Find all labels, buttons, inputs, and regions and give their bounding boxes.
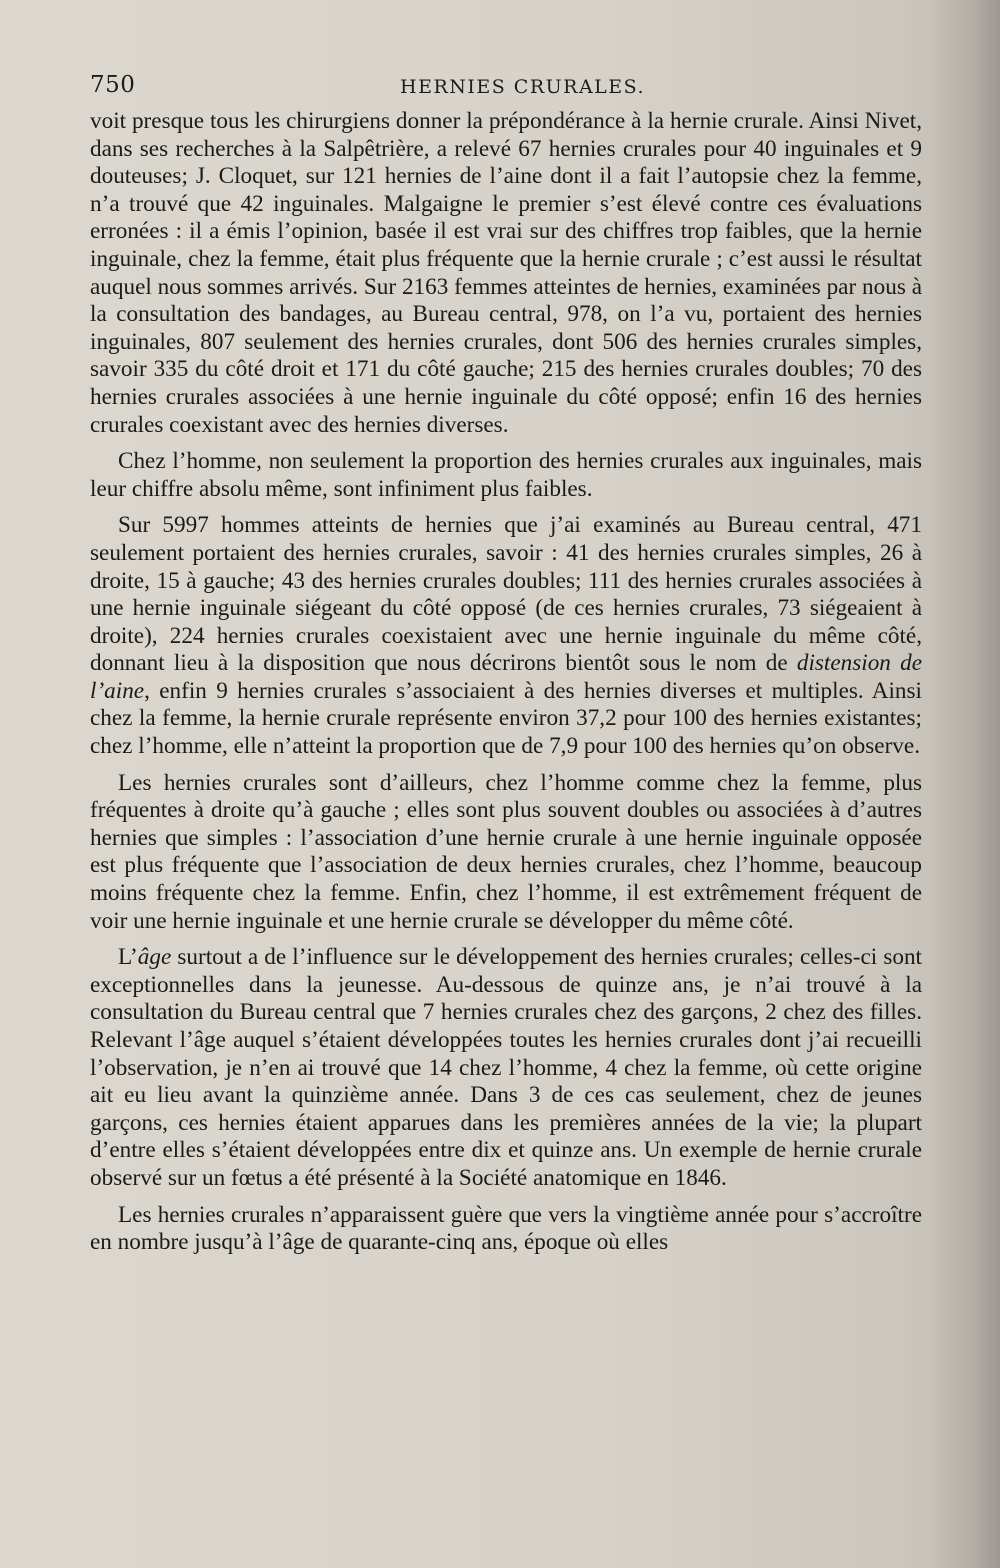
running-header [90,72,920,106]
paragraph-3 [90,512,922,760]
paragraph-5 [90,944,922,1192]
paragraph-4: Les hernies crurales sont d’ailleurs, chez l’homme comme chez la femme, plus fréquentes à droite qu’à gauche ; elles sont plus souvent doubles ou associées à d’autres hernies que simples : l’association d’une hernie crurale à une hernie inguinale opposée est plus fréquente que l’association de deux hernies crurales, chez l’homme, beaucoup moins fréquente chez la femme. Enfin, chez l’homme, il est extrêmement fréquent de voir une hernie inguinale et une hernie crurale se développer du même côté. [90,769,922,934]
page-edge-shadow [930,0,1000,1568]
page-number: 750 [90,72,136,98]
paragraph-6: Les hernies crurales n’apparaissent guère que vers la vingtième année pour s’accroître en nombre jusqu’à l’âge de quarante-cinq ans, époque où elles [90,1201,922,1256]
paragraph-5-text-b: surtout a de l’influence sur le développement des hernies crurales; celles-ci sont exceptionnelles dans la jeunesse. Au-dessous de quinze ans, je n’ai trouvé à la consultation du Bureau central que 7 hernies crurales chez des garçons, 2 chez des filles. Relevant l’âge auquel s’étaient développées toutes les hernies crurales dont j’ai recueilli l’observation, je n’en ai trouvé que 14 chez l’homme, 4 chez la femme, où cette origine ait eu lieu avant la quinzième année. Dans 3 de ces cas seulement, chez de jeunes garçons, ces hernies étaient apparues dans les premières années de la vie; la plupart d’entre elles s’étaient développées entre dix et quinze ans. Un exemple de hernie crurale observé sur un fœtus a été présenté à la Société anatomique en 1846. [90,944,922,1191]
paragraph-3-italic: distension de l’aine [90,650,922,704]
paragraph-1: voit presque tous les chirurgiens donner la prépondérance à la hernie crurale. Ainsi Nivet, dans ses recherches à la Salpêtrière, a relevé 67 hernies crurales pour 40 inguinales et 9 douteuses; J. Cloquet, sur 121 hernies de l’aine dont il a fait l’autopsie chez la femme, n’a trouvé que 42 inguinales. Malgaigne le premier s’est élevé contre ces évaluations erronées : il a émis l’opinion, basée il est vrai sur des chiffres trop faibles, que la hernie inguinale, chez la femme, était plus fréquente que la hernie crurale ; c’est aussi le résultat auquel nous sommes arrivés. Sur 2163 femmes atteintes de hernies, examinées par nous à la consultation des bandages, au Bureau central, 978, on l’a vu, portaient des hernies inguinales, 807 seulement des hernies crurales, dont 506 des hernies crurales simples, savoir 335 du côté droit et 171 du côté gauche; 215 des hernies crurales doubles; 70 des hernies crurales associées à une hernie inguinale du côté opposé; enfin 16 des hernies crurales coexistant avec des hernies diverses. [90,108,922,438]
paragraph-5-text-a: L’ [118,944,138,971]
body-text [90,108,922,1266]
paragraph-5-italic: âge [137,944,172,971]
paragraph-3-text-a: Sur 5997 hommes atteints de hernies que j’ai examinés au Bureau central, 471 seulement portaient des hernies crurales, savoir : 41 des hernies crurales simples, 26 à droite, 15 à gauche; 43 des hernies crurales doubles; 111 des hernies crurales associées à une hernie inguinale siégeant du côté opposé (de ces hernies crurales, 73 siégeaient à droite), 224 hernies crurales coexistaient avec une hernie inguinale du même côté, donnant lieu à la disposition que nous décrirons bientôt sous le nom de [90,512,922,677]
running-title: HERNIES CRURALES. [400,76,646,98]
paragraph-2: Chez l’homme, non seulement la proportion des hernies crurales aux inguinales, mais leur chiffre absolu même, sont infiniment plus faibles. [90,448,922,502]
paragraph-3-text-b: , enfin 9 hernies crurales s’associaient à des hernies diverses et multiples. Ainsi chez la femme, la hernie crurale représente environ 37,2 pour 100 des hernies existantes; chez l’homme, elle n’atteint la proportion que de 7,9 pour 100 des hernies qu’on observe. [90,677,922,760]
